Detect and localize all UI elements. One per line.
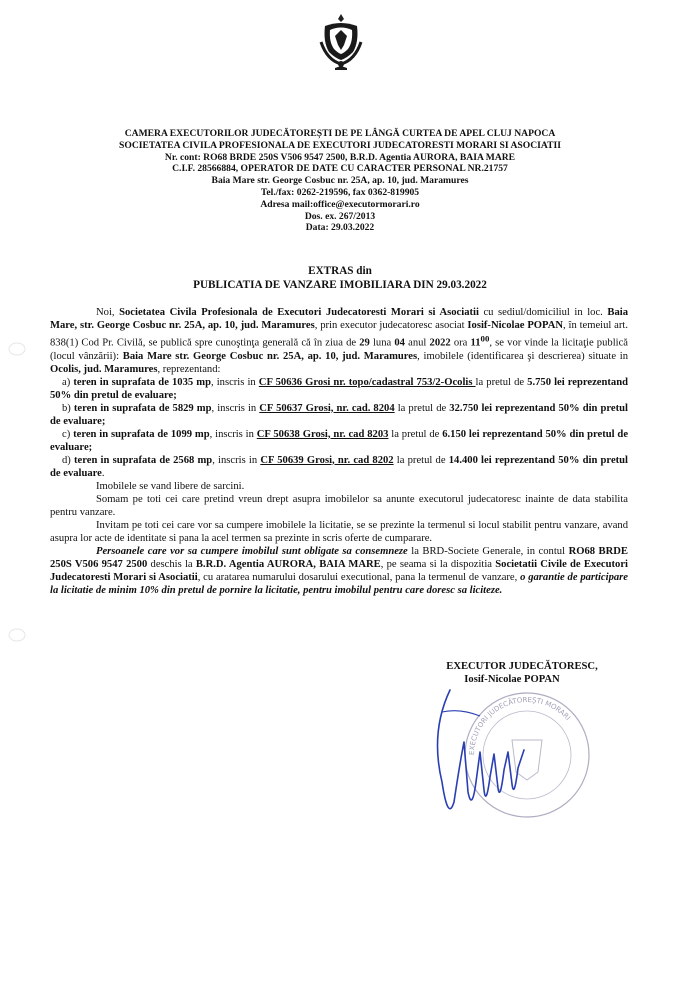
header-company: SOCIETATEA CIVILA PROFESIONALA DE EXECUTORI JUDECATORESTI MORARI SI ASOCIATII bbox=[119, 139, 561, 151]
free-of-charges-paragraph: Imobilele se vand libere de sarcini. bbox=[96, 480, 245, 492]
title-line1: EXTRAS din bbox=[308, 265, 372, 277]
list-item: d) teren in suprafata de 2568 mp, inscris in CF 50639 Grosi, nr. cad 8202 la pretul de 14.400 lei reprezentand 50% din pretul de evaluare. bbox=[50, 454, 629, 479]
header-dossier: Dos. ex. 267/2013 bbox=[304, 210, 376, 222]
coat-of-arms-icon bbox=[317, 12, 365, 100]
signature-name: Iosif-Nicolae POPAN bbox=[464, 674, 560, 685]
punch-hole-mark bbox=[6, 340, 28, 358]
list-item: c) teren in suprafata de 1099 mp, inscris in CF 50638 Grosi, nr. cad 8203 la pretul de 6.150 lei reprezentand 50% din pretul de evaluare; bbox=[50, 428, 629, 453]
list-item: a) teren in suprafata de 1035 mp, inscris in CF 50636 Grosi nr. topo/cadastral 753/2-Ocolis la pretul de 5.750 lei reprezentand 50% din pretul de evaluare; bbox=[50, 376, 628, 401]
invitation-paragraph: Invitam pe toti cei care vor sa cumpere imobilele la licitatie, se se prezinte la termenul si locul stabilit pentru vanzare, avand asupra lor acte de identitate si pana la acel termen sa prezinte in scris oferte de cumparare. bbox=[50, 519, 628, 544]
title-line2: PUBLICATIA DE VANZARE IMOBILIARA DIN 29.03.2022 bbox=[193, 279, 487, 291]
intro-paragraph: Noi, Societatea Civila Profesionala de Executori Judecatoresti Morari si Asociatii cu sediul/domiciliul in loc. Baia Mare, str. George Cosbuc nr. 25A, ap. 10, jud. Maramures, prin executor judecatoresc asociat Iosif-Nicolae POPAN, în temeiul art. 838(1) Cod Pr. Civilă, se publică spre cunoştinţa generală că în ziua de 29 luna 04 anul 2022 ora $11^{00}$, se vor vinde la licitaţie publică (locul vânzării): Baia Mare str. George Cosbuc nr. 25A, ap. 10, jud. Maramures, imobilele (identificarea şi descrierea) situate in Ocolis, jud. Maramures, reprezentand: bbox=[50, 307, 628, 375]
summons-paragraph: Somam pe toti cei care pretind vreun drept asupra imobilelor sa anunte executorul judecatoresc inainte de data stabilita pentru vanzare. bbox=[50, 493, 628, 518]
header-chamber: CAMERA EXECUTORILOR JUDECĂTOREȘTI DE PE LÂNGĂ CURTEA DE APEL CLUJ NAPOCA bbox=[124, 128, 556, 139]
header-account: Nr. cont: RO68 BRDE 250S V506 9547 2500, B.R.D. Agentia AURORA, BAIA MARE bbox=[164, 151, 516, 163]
handwritten-signature bbox=[420, 672, 540, 832]
punch-hole-mark bbox=[6, 626, 28, 644]
header-cif: C.I.F. 28566884, OPERATOR DE DATE CU CARACTER PERSONAL NR.21757 bbox=[172, 163, 508, 175]
document-body bbox=[50, 306, 628, 597]
header-phone: Tel./fax: 0262-219596, fax 0362-819905 bbox=[260, 186, 420, 198]
stamp-text: EXECUTORI JUDECĂTOREȘTI MORARI bbox=[467, 695, 572, 756]
guarantee-paragraph: Persoanele care vor sa cumpere imobilul sunt obligate sa consemneze la BRD-Societe Generale, in contul RO68 BRDE 250S V506 9547 2500 deschis la B.R.D. Agentia AURORA, BAIA MARE, pe seama si la dispozitia Societatii Civile de Executori Judecatoresti Morari si Asociatii, cu aratarea numarului dosarului executional, pana la termenul de vanzare, o garantie de participare la licitatie de minim 10% din pretul de pornire la licitatie, pentru imobilul pentru care doresc sa liciteze. bbox=[50, 545, 628, 596]
signature-title: EXECUTOR JUDECĂTORESC, bbox=[446, 661, 598, 672]
header-block bbox=[0, 128, 680, 234]
header-date: Data: 29.03.2022 bbox=[305, 222, 375, 234]
list-item: b) teren in suprafata de 5829 mp, inscris in CF 50637 Grosi, nr. cad. 8204 la pretul de 32.750 lei reprezentand 50% din pretul de evaluare; bbox=[50, 402, 628, 427]
document-title bbox=[0, 264, 680, 292]
header-email: Adresa mail:office@executormorari.ro bbox=[260, 198, 420, 210]
header-address: Baia Mare str. George Cosbuc nr. 25A, ap. 10, jud. Maramures bbox=[211, 175, 469, 187]
